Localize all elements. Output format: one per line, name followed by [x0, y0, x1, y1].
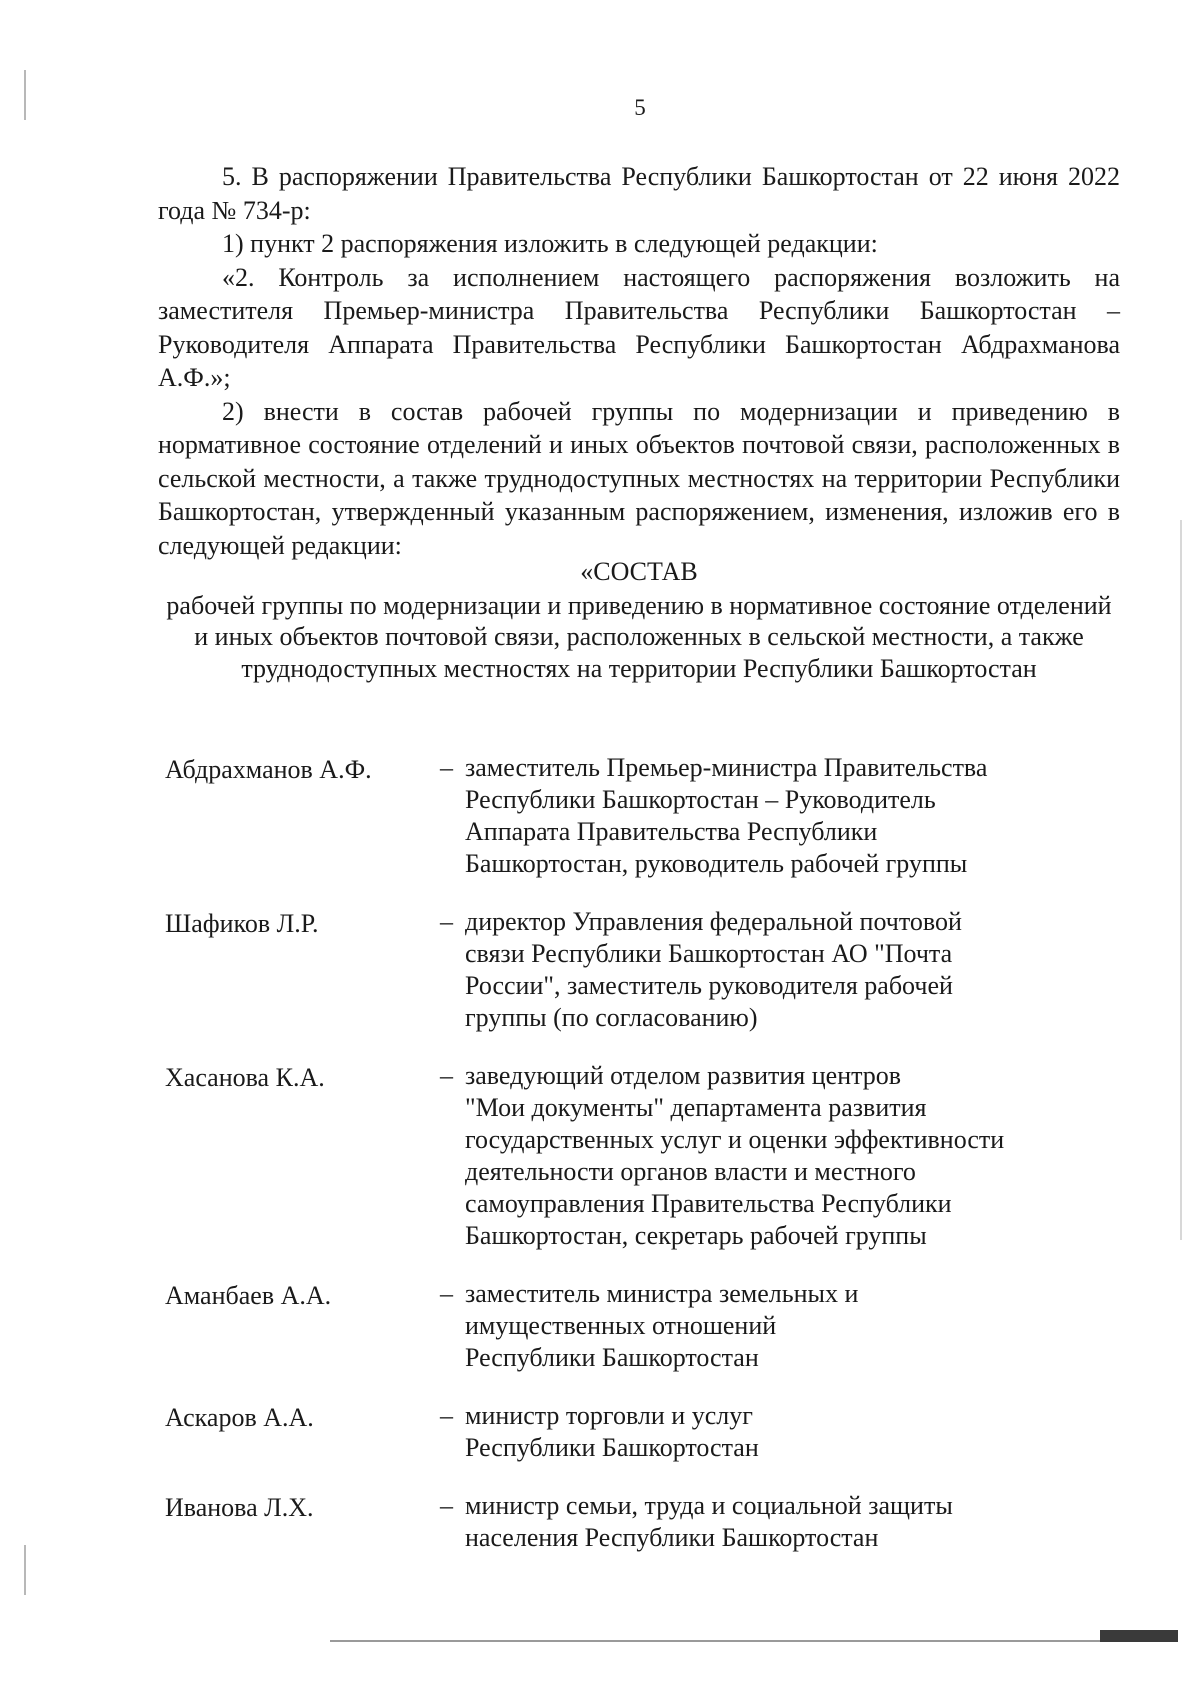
member-name: Хасанова К.А. — [165, 1063, 325, 1092]
page-number: 5 — [634, 95, 646, 120]
member-role: министр семьи, труда и социальной защиты населения Республики Башкортостан — [465, 1491, 953, 1552]
member-name: Аскаров А.А. — [165, 1403, 314, 1432]
scan-mark-bottom-left — [24, 1545, 26, 1595]
member-name: Аманбаев А.А. — [165, 1281, 332, 1310]
paragraph-item-5: 5. В распоряжении Правительства Республики Башкортостан от 22 июня 2022 года № 734-р: — [158, 162, 1120, 225]
member-role: заместитель министра земельных и имущественных отношений Республики Башкортостан — [465, 1279, 859, 1372]
member-name: Иванова Л.Х. — [165, 1493, 314, 1522]
member-dash: – — [440, 1401, 453, 1430]
member-dash: – — [440, 1279, 453, 1308]
member-dash: – — [440, 1061, 453, 1090]
member-dash: – — [440, 753, 453, 782]
paragraph-quote-2: «2. Контроль за исполнением настоящего распоряжения возложить на заместителя Премьер-министра Правительства Республики Башкортостан – Руководителя Аппарата Правительства Республики Башкортостан Абдрахманова А.Ф.»; — [158, 262, 1120, 392]
scan-right-edge — [1180, 520, 1182, 1240]
composition-title — [158, 556, 1120, 684]
composition-title-sub: рабочей группы по модернизации и приведению в нормативное состояние отделений и иных объектов почтовой связи, расположенных в сельской местности, а также труднодоступных местностях на территории Республики Башкортостан — [166, 590, 1112, 683]
member-name: Абдрахманов А.Ф. — [165, 755, 372, 784]
member-row — [165, 752, 1115, 880]
paragraph-subitem-1: 1) пункт 2 распоряжения изложить в следующей редакции: — [222, 229, 878, 258]
member-role: заведующий отделом развития центров "Мои документы" департамента развития государственных услуг и оценки эффективности деятельности органов власти и местного самоуправления Правительства Республики Башкортостан, секретарь рабочей группы — [465, 1061, 1005, 1250]
member-row — [165, 1278, 1115, 1374]
scan-bottom-bar — [1100, 1630, 1178, 1642]
member-row — [165, 1060, 1115, 1252]
member-row — [165, 906, 1115, 1034]
member-row — [165, 1490, 1115, 1554]
member-list — [165, 752, 1115, 1580]
member-role: министр торговли и услуг Республики Башкортостан — [465, 1401, 759, 1462]
member-role: директор Управления федеральной почтовой связи Республики Башкортостан АО "Почта России", заместитель руководителя рабочей группы (по согласованию) — [465, 907, 962, 1032]
member-dash: – — [440, 1491, 453, 1520]
body-text — [158, 160, 1120, 562]
member-row — [165, 1400, 1115, 1464]
member-role: заместитель Премьер-министра Правительства Республики Башкортостан – Руководитель Аппарата Правительства Республики Башкортостан, руководитель рабочей группы — [465, 753, 988, 878]
member-dash: – — [440, 907, 453, 936]
paragraph-subitem-2: 2) внести в состав рабочей группы по модернизации и приведению в нормативное состояние отделений и иных объектов почтовой связи, расположенных в сельской местности, а также труднодоступных местностях на территории Республики Башкортостан, утвержденный указанным распоряжением, изменения, изложив его в следующей редакции: — [158, 396, 1120, 560]
scan-bottom-line — [330, 1640, 1170, 1642]
member-name: Шафиков Л.Р. — [165, 909, 319, 938]
composition-title-main: «СОСТАВ — [580, 557, 698, 586]
